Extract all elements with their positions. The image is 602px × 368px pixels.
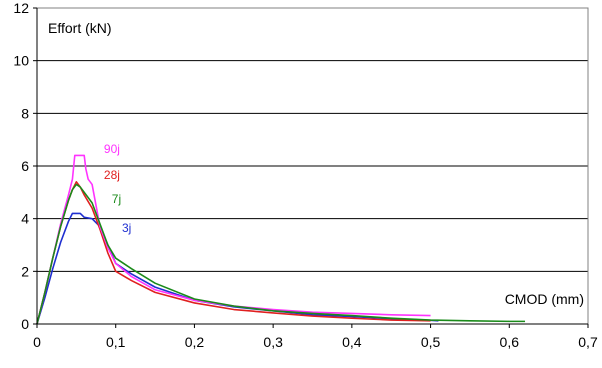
gridlines: [37, 8, 588, 271]
x-tick-label: 0,4: [342, 334, 362, 350]
y-tick-label: 2: [21, 263, 29, 280]
series-label-3j: 3j: [122, 220, 132, 235]
series-label-28j: 28j: [103, 168, 120, 183]
series-line-90j: [37, 155, 431, 324]
y-tick-label: 12: [13, 0, 29, 16]
x-tick-label: 0: [33, 334, 41, 350]
x-axis-title: CMOD (mm): [504, 291, 584, 307]
x-tick-label: 0,1: [105, 334, 126, 350]
series-label-90j: 90j: [103, 141, 120, 156]
series-label-7j: 7j: [111, 191, 122, 206]
x-tick-label: 0,3: [263, 334, 283, 350]
series-labels: [104, 142, 131, 235]
y-tick-label: 10: [13, 52, 29, 69]
x-tick-label: 0,6: [499, 334, 520, 350]
x-tick-label: 0,7: [578, 334, 598, 350]
x-tick-label: 0,5: [420, 334, 441, 350]
series-line-3j: [37, 213, 438, 324]
y-tick-label: 0: [21, 316, 29, 332]
y-axis-title: Effort (kN): [48, 20, 112, 36]
y-tick-label: 6: [21, 158, 29, 174]
x-tick-label: 0,2: [184, 334, 205, 350]
y-tick-label: 8: [21, 105, 29, 122]
y-tick-label: 4: [21, 210, 29, 227]
series-line-7j: [37, 184, 525, 324]
